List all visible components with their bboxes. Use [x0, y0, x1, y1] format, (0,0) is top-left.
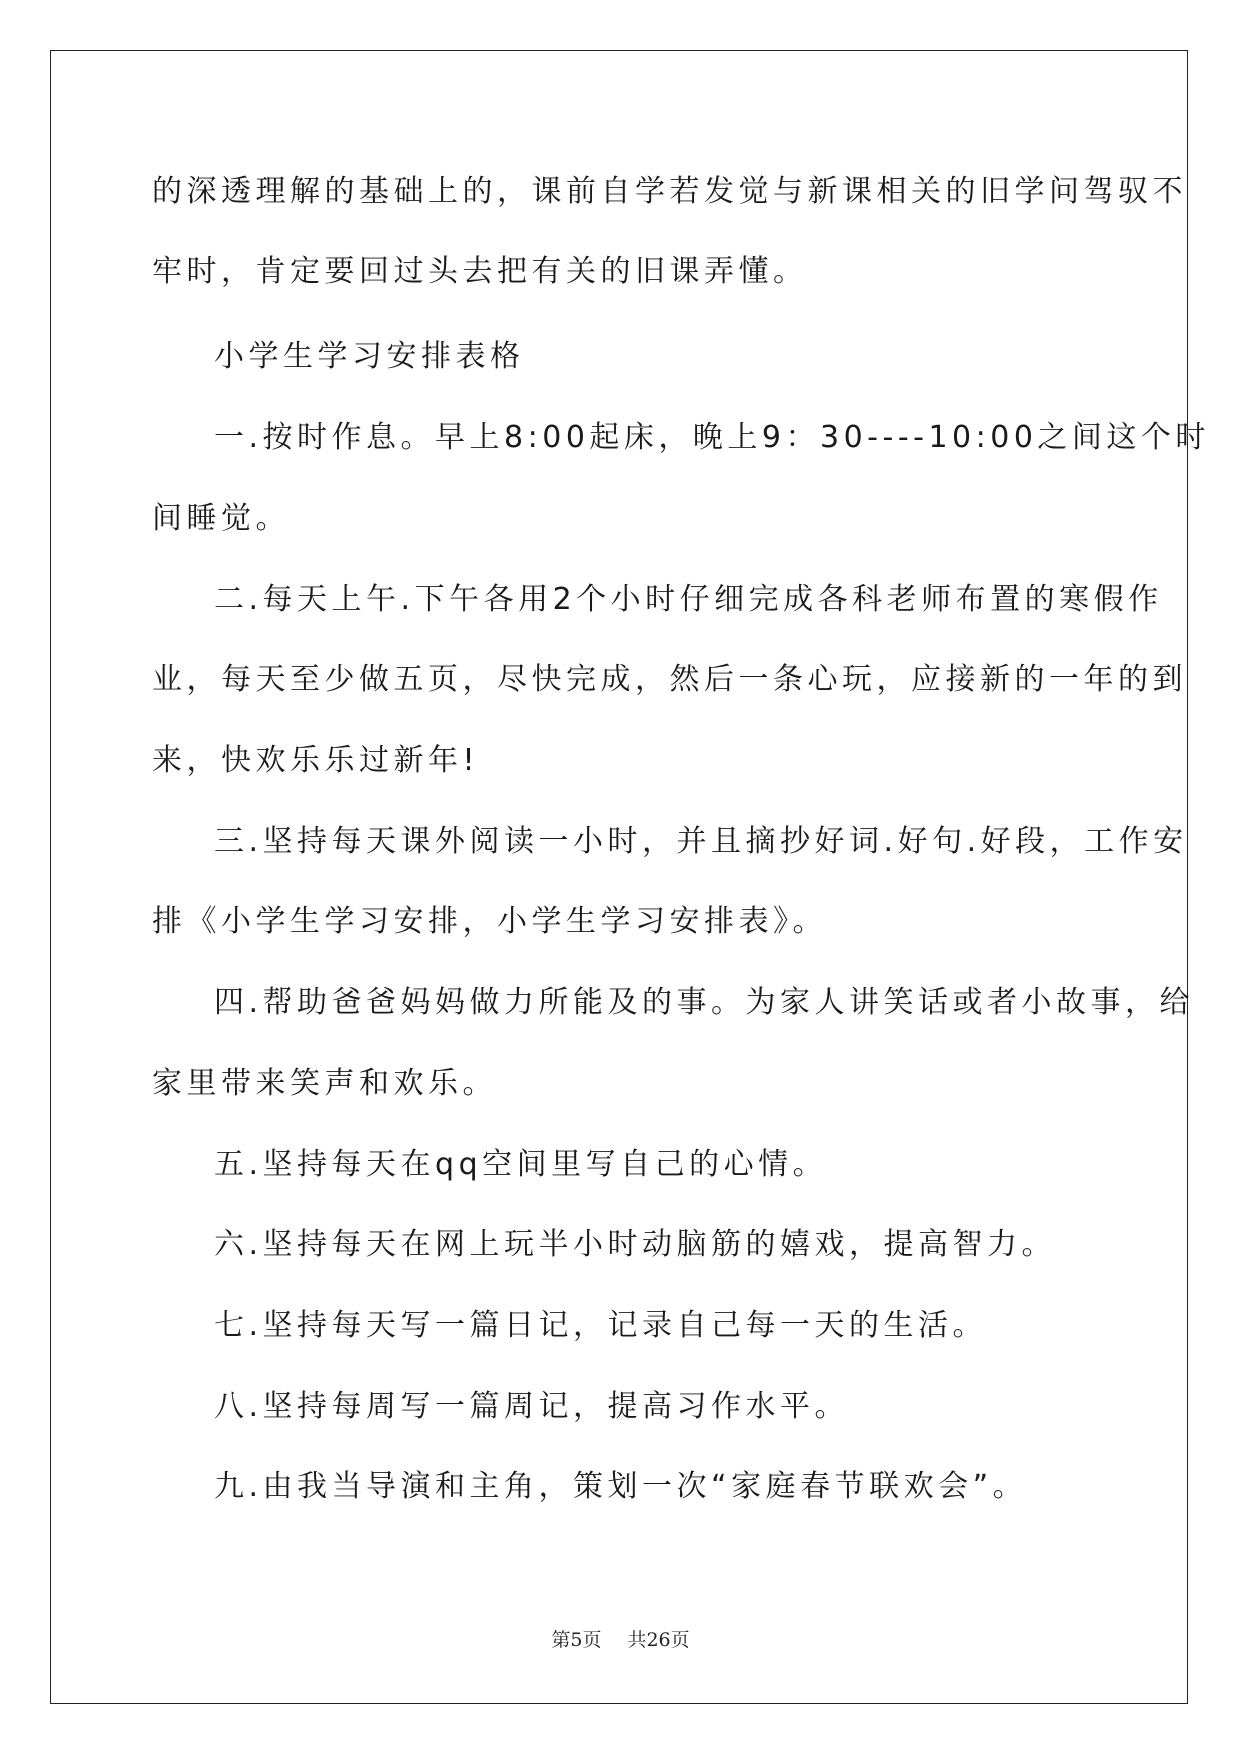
list-item: 七.坚持每天写一篇日记，记录自己每一天的生活。: [214, 1308, 988, 1343]
text-line: 来，快欢乐乐过新年!: [152, 743, 480, 778]
list-item: 六.坚持每天在网上玩半小时动脑筋的嬉戏，提高智力。: [214, 1227, 1057, 1262]
page-total: 共26页: [627, 1629, 690, 1651]
section-heading: 小学生学习安排表格: [214, 339, 525, 374]
list-item: 三.坚持每天课外阅读一小时，并且摘抄好词.好句.好段，工作安: [214, 824, 1188, 859]
text-line: 排《小学生学习安排，小学生学习安排表》。: [152, 904, 827, 939]
text-line: 的深透理解的基础上的，课前自学若发觉与新课相关的旧学问驾驭不: [152, 174, 1187, 209]
list-item: 五.坚持每天在qq空间里写自己的心情。: [214, 1147, 828, 1182]
list-item: 九.由我当导演和主角，策划一次“家庭春节联欢会”。: [214, 1469, 1028, 1504]
list-item: 四.帮助爸爸妈妈做力所能及的事。为家人讲笑话或者小故事，给: [214, 985, 1195, 1020]
page-footer: [0, 1625, 1241, 1652]
page-border: [50, 50, 1188, 1704]
list-item: 八.坚持每周写一篇周记，提高习作水平。: [214, 1389, 850, 1424]
list-item: 二.每天上午.下午各用2个小时仔细完成各科老师布置的寒假作: [214, 582, 1163, 617]
text-line: 家里带来笑声和欢乐。: [152, 1066, 497, 1101]
text-line: 间睡觉。: [152, 501, 290, 536]
text-line: 业，每天至少做五页，尽快完成，然后一条心玩，应接新的一年的到: [152, 662, 1187, 697]
list-item: 一.按时作息。早上8:00起床，晚上9：30----10:00之间这个时: [214, 420, 1210, 455]
text-line: 牢时，肯定要回过头去把有关的旧课弄懂。: [152, 254, 808, 289]
page-number: 第5页: [551, 1629, 602, 1651]
